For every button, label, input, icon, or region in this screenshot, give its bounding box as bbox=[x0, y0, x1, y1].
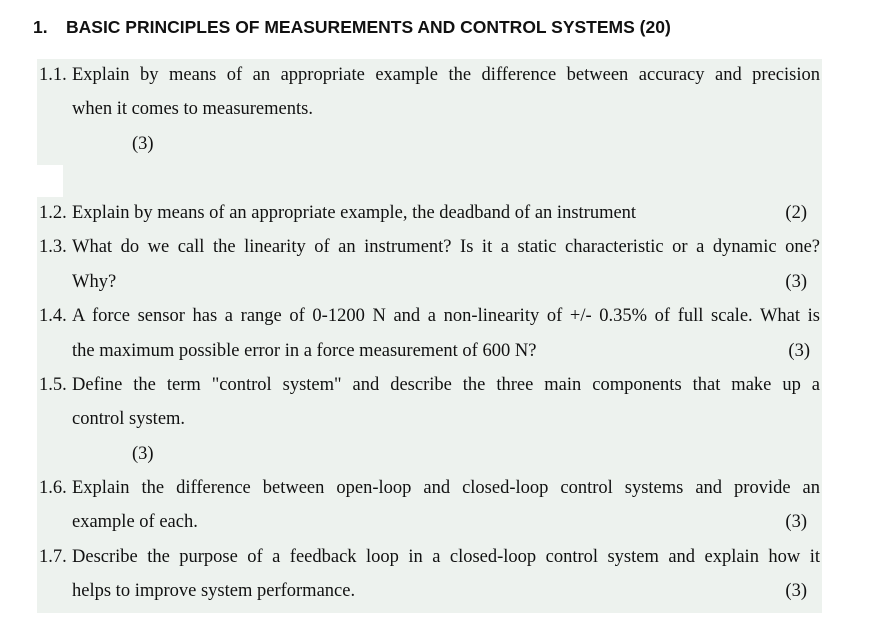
question-block-background bbox=[63, 165, 822, 197]
question-marks: (3) bbox=[785, 272, 807, 292]
question-number: 1.3. bbox=[39, 237, 67, 257]
question-marks: (3) bbox=[785, 512, 807, 532]
section-title: BASIC PRINCIPLES OF MEASUREMENTS AND CONTROL SYSTEMS (20) bbox=[66, 17, 671, 37]
question-marks: (3) bbox=[132, 134, 154, 154]
question-text-line: Explain by means of an appropriate example, the deadband of an instrument bbox=[72, 203, 637, 223]
question-text-line: Why? bbox=[72, 272, 117, 292]
question-text-line: Explain by means of an appropriate example the difference between accuracy and precision bbox=[72, 65, 820, 85]
question-text-line: control system. bbox=[72, 409, 186, 429]
question-marks: (3) bbox=[788, 341, 810, 361]
question-text-line: helps to improve system performance. bbox=[72, 581, 356, 601]
question-number: 1.4. bbox=[39, 306, 67, 326]
question-text-line: What do we call the linearity of an instrument? Is it a static characteristic or a dynamic one? bbox=[72, 237, 820, 257]
question-text-line: when it comes to measurements. bbox=[72, 99, 313, 119]
question-text-line: example of each. bbox=[72, 512, 198, 532]
question-marks: (2) bbox=[785, 203, 807, 223]
question-number: 1.7. bbox=[39, 547, 67, 567]
question-text-line: Explain the difference between open-loop and closed-loop control systems and provide an bbox=[72, 478, 820, 498]
question-marks: (3) bbox=[132, 444, 154, 464]
question-number: 1.2. bbox=[39, 203, 67, 223]
question-text-line: Define the term "control system" and describe the three main components that make up a bbox=[72, 375, 820, 395]
section-number: 1. bbox=[33, 17, 48, 37]
question-text-line: the maximum possible error in a force measurement of 600 N? bbox=[72, 341, 537, 361]
question-number: 1.6. bbox=[39, 478, 67, 498]
question-marks: (3) bbox=[785, 581, 807, 601]
question-text-line: A force sensor has a range of 0-1200 N and a non-linearity of +/- 0.35% of full scale. What is bbox=[72, 306, 820, 326]
question-number: 1.5. bbox=[39, 375, 67, 395]
question-text-line: Describe the purpose of a feedback loop in a closed-loop control system and explain how it bbox=[72, 547, 820, 567]
section-heading bbox=[33, 15, 671, 39]
question-number: 1.1. bbox=[39, 65, 67, 85]
